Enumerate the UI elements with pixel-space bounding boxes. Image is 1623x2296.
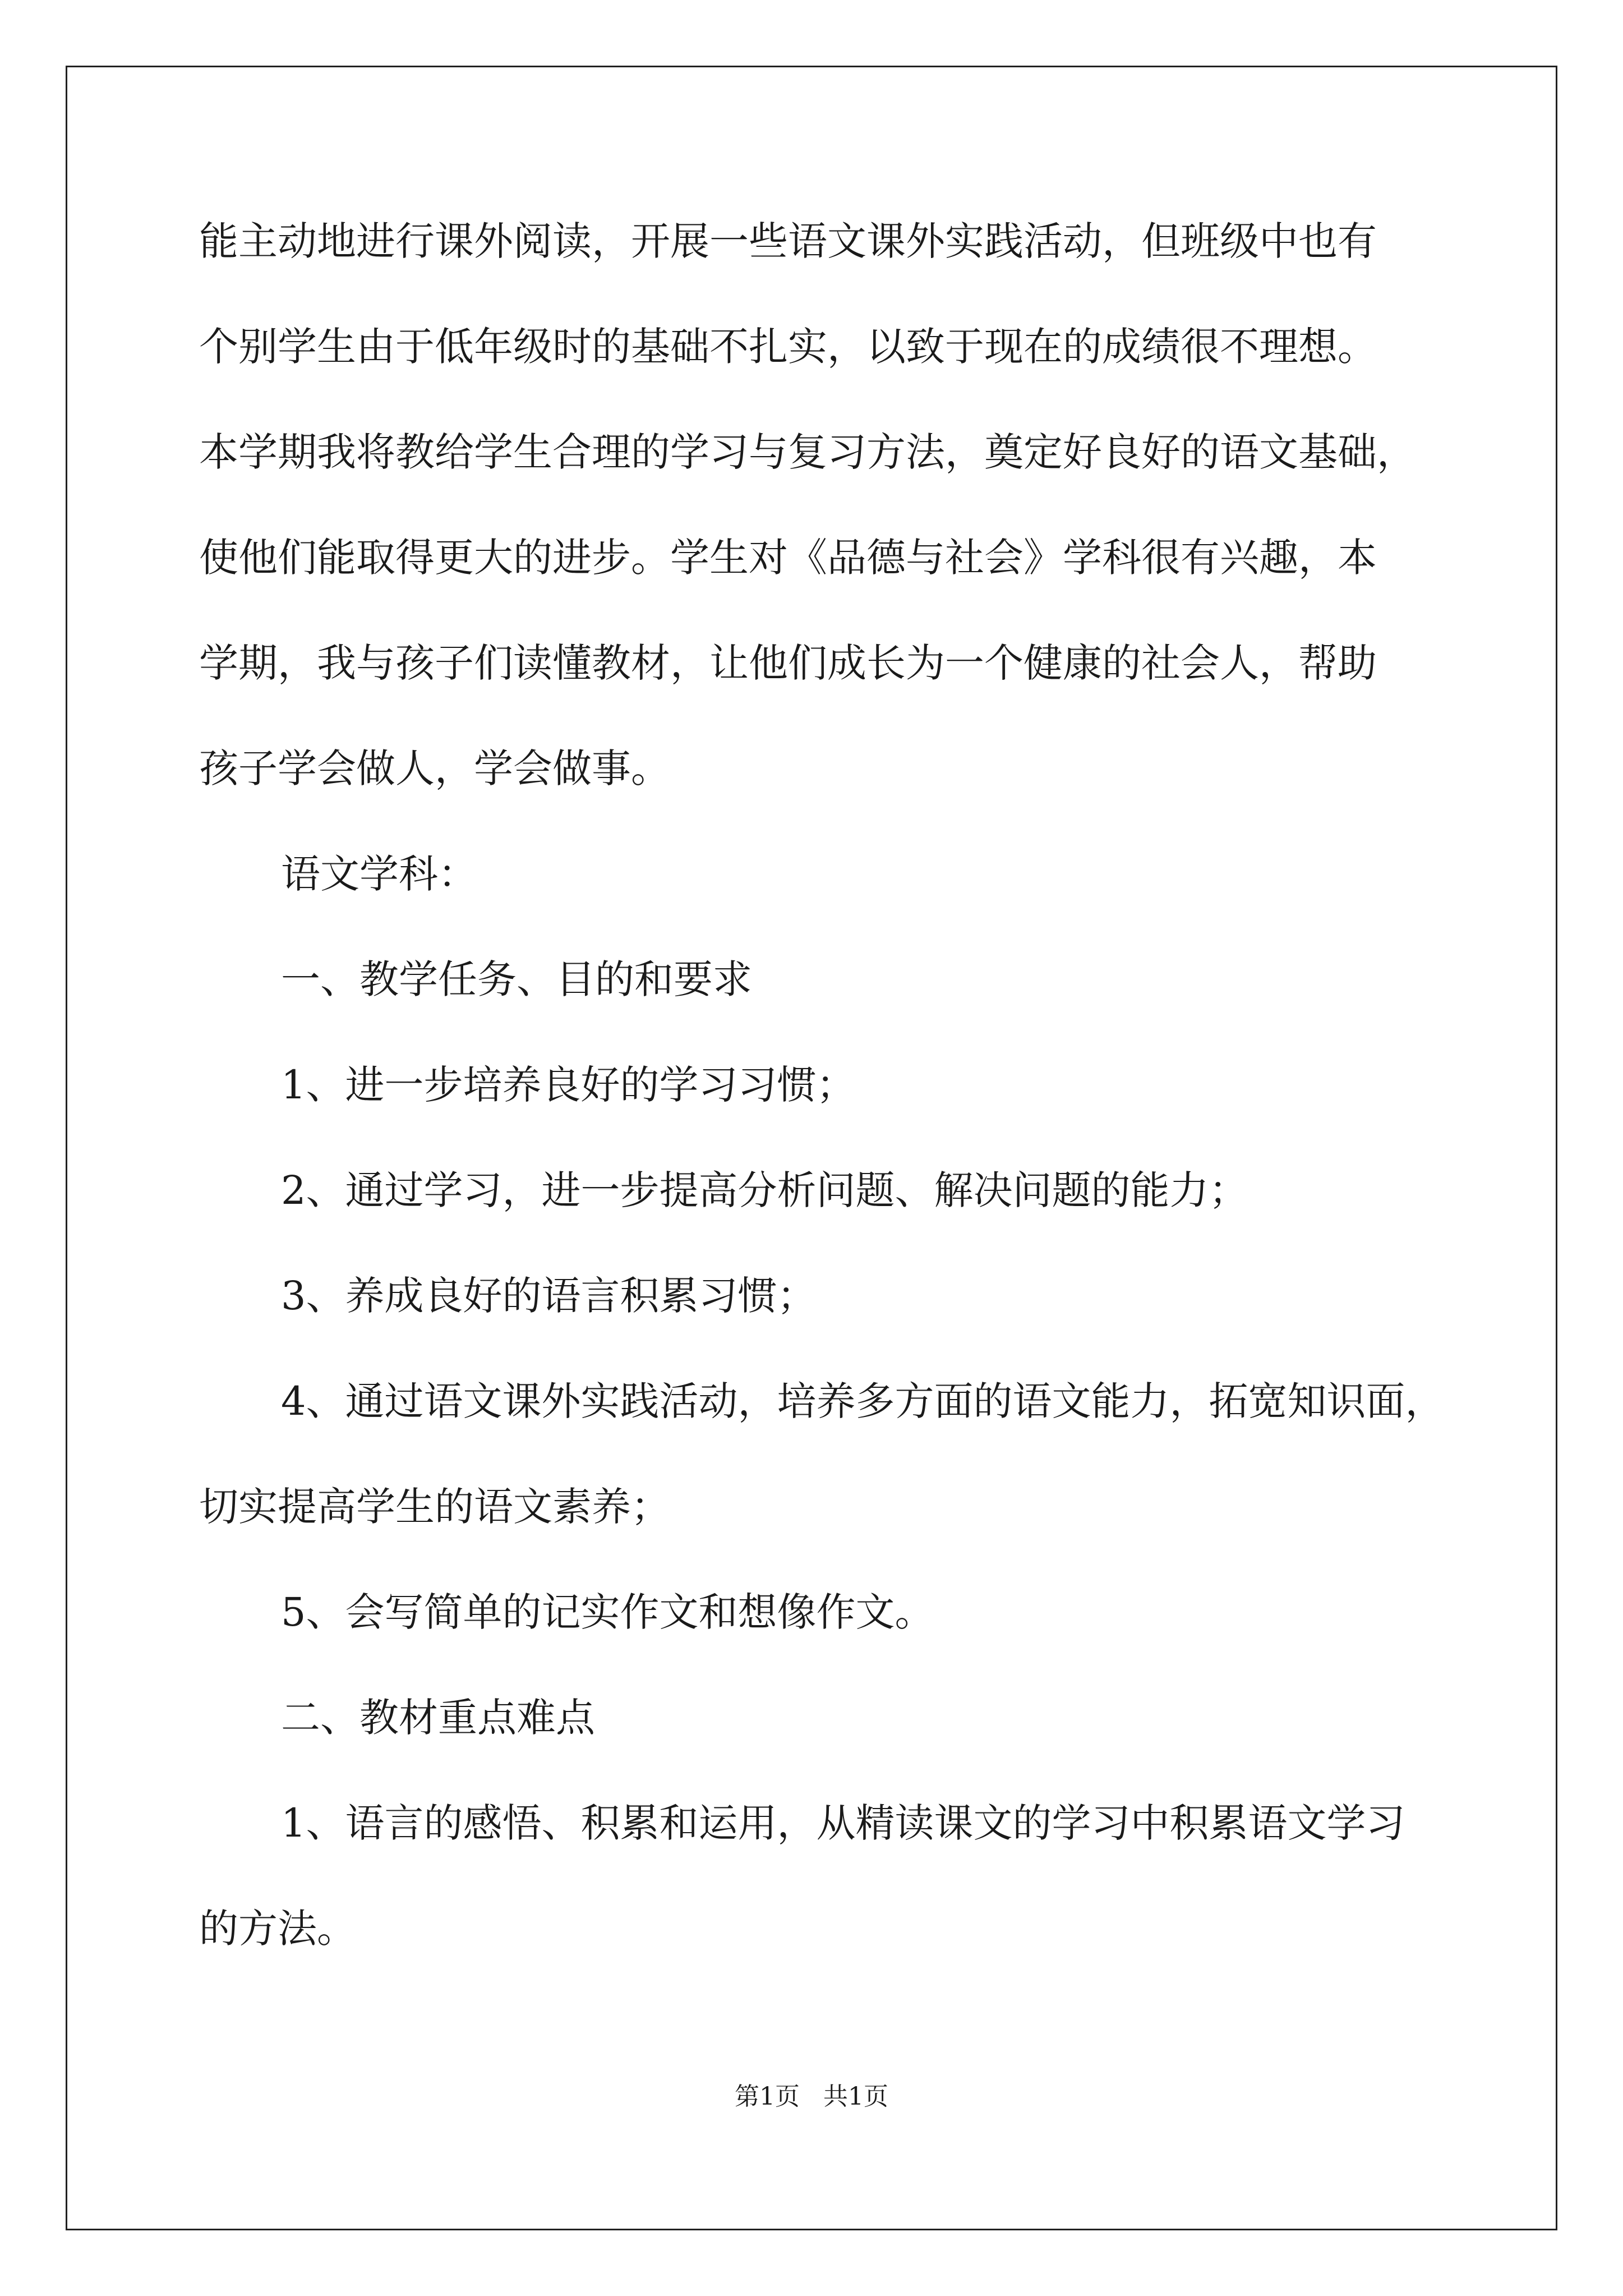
text-line: 本学期我将教给学生合理的学习与复习方法，奠定好良好的语文基础，	[199, 429, 1416, 475]
page-footer	[0, 2081, 1623, 2113]
text-line: 个别学生由于低年级时的基础不扎实，以致于现在的成绩很不理想。	[199, 324, 1377, 370]
page-number-current: 第1页	[735, 2082, 800, 2111]
text-line: 切实提高学生的语文素养；	[199, 1484, 670, 1530]
text-line: 的方法。	[199, 1906, 356, 1952]
list-item: 1、进一步培养良好的学习习惯；	[281, 1062, 856, 1108]
list-item: 2、通过学习，进一步提高分析问题、解决问题的能力；	[281, 1167, 1248, 1213]
section-heading: 二、教材重点难点	[281, 1695, 595, 1741]
list-item: 3、养成良好的语言积累习惯；	[281, 1273, 817, 1319]
text-line: 孩子学会做人，学会做事。	[199, 746, 670, 792]
text-line: 能主动地进行课外阅读，开展一些语文课外实践活动，但班级中也有	[199, 218, 1377, 264]
text-line: 使他们能取得更大的进步。学生对《品德与社会》学科很有兴趣，本	[199, 535, 1377, 581]
list-item: 5、会写简单的记实作文和想像作文。	[281, 1589, 934, 1635]
section-heading: 一、教学任务、目的和要求	[281, 956, 752, 1002]
list-item: 1、语言的感悟、积累和运用，从精读课文的学习中积累语文学习	[281, 1800, 1405, 1846]
list-item: 4、通过语文课外实践活动，培养多方面的语文能力，拓宽知识面，	[281, 1378, 1445, 1424]
page-number-total: 共1页	[823, 2082, 888, 2111]
text-line: 学期，我与孩子们读懂教材，让他们成长为一个健康的社会人，帮助	[199, 640, 1377, 686]
section-heading: 语文学科：	[281, 851, 477, 897]
